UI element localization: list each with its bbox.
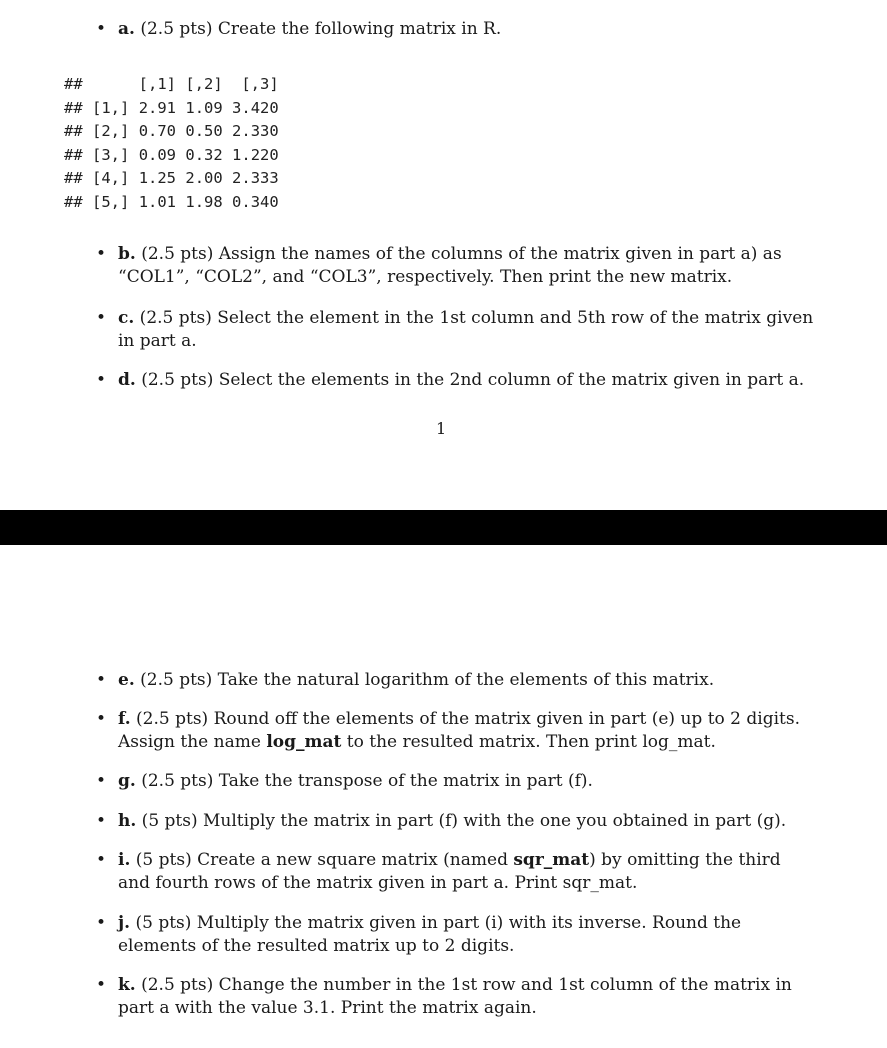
matrix-cell: 1.98: [185, 192, 223, 211]
matrix-cell: 0.09: [138, 145, 177, 164]
page-number: 1: [436, 419, 447, 438]
part-text: (2.5 pts) Select the elements in the 2nd column of the matrix given in part a.: [135, 370, 805, 390]
row-name: [5,]: [92, 192, 130, 211]
matrix-cell: 2.330: [232, 122, 279, 140]
part-text: (2.5 pts) Create the following matrix in R.: [134, 19, 502, 39]
bullet: •: [96, 771, 107, 791]
row-name: [3,]: [92, 145, 130, 164]
part-text: (2.5 pts) Assign the names of the columns of the matrix given in part a) as “COL1”, “COL2”, and “COL3”, respectively. Then print the new matrix.: [118, 244, 782, 287]
matrix-cell: 0.50: [185, 122, 223, 140]
part-label: e.: [118, 670, 135, 690]
part-text: (2.5 pts) Take the transpose of the matrix in part (f).: [135, 771, 593, 791]
row-name: [2,]: [92, 122, 130, 140]
part-label: b.: [118, 244, 136, 264]
bullet: •: [96, 19, 107, 39]
bullet: •: [96, 975, 107, 995]
matrix-cell: 2.00: [185, 169, 223, 187]
part-label: a.: [118, 19, 135, 39]
matrix-cell: 1.220: [232, 145, 279, 164]
bullet: •: [96, 913, 107, 933]
part-label: c.: [118, 308, 135, 328]
matrix-cell: 0.340: [232, 192, 279, 211]
part-text: (5 pts) Create a new square matrix (named: [130, 850, 514, 870]
part-label: f.: [118, 709, 131, 729]
part-label: h.: [118, 811, 137, 831]
part-label: k.: [118, 975, 136, 995]
row-name: [4,]: [92, 169, 130, 187]
matrix-cell: 3.420: [232, 98, 279, 117]
part-text: (2.5 pts) Change the number in the 1st row and 1st column of the matrix in part a with the value 3.1. Print the matrix again.: [118, 975, 792, 1018]
part-text: to the resulted matrix. Then print log_mat.: [341, 732, 716, 752]
r-matrix-output: [64, 73, 279, 214]
part-text: (2.5 pts) Select the element in the 1st column and 5th row of the matrix given in part a.: [118, 308, 814, 351]
matrix-cell: 0.32: [185, 145, 223, 164]
col-header: [,3]: [241, 75, 279, 93]
part-text: (2.5 pts) Round off the elements of the matrix given in part (e) up to 2 digits. Assign the name: [118, 709, 800, 752]
bullet: •: [96, 244, 107, 264]
matrix-row: ## [2,] 0.70 0.50 2.330: [64, 122, 279, 140]
col-header: [,2]: [185, 75, 223, 93]
part-text: (5 pts) Multiply the matrix in part (f) with the one you obtained in part (g).: [136, 811, 787, 831]
matrix-cell: 1.25: [138, 169, 177, 187]
part-label: j.: [118, 913, 131, 933]
bullet: •: [96, 670, 107, 690]
row-name: [1,]: [92, 98, 130, 117]
part-label: d.: [118, 370, 136, 390]
matrix-cell: 2.91: [138, 98, 177, 117]
matrix-header-row: ## [,1] [,2] [,3]: [64, 75, 279, 93]
part-text: (5 pts) Multiply the matrix given in part (i) with its inverse. Round the elements of the resulted matrix up to 2 digits.: [118, 913, 742, 956]
variable-name: sqr_mat: [513, 850, 590, 870]
part-label: g.: [118, 771, 136, 791]
matrix-cell: 2.333: [232, 169, 279, 187]
bullet: •: [96, 811, 107, 831]
page-2: [0, 545, 887, 1048]
page-divider: [0, 510, 887, 545]
bullet: •: [96, 308, 107, 328]
matrix-cell: 0.70: [138, 122, 177, 140]
variable-name: log_mat: [266, 732, 342, 752]
matrix-row: ## [4,] 1.25 2.00 2.333: [64, 169, 279, 187]
matrix-row: ## [3,] 0.09 0.32 1.220: [64, 145, 279, 164]
part-label: i.: [118, 850, 131, 870]
bullet: •: [96, 850, 107, 870]
col-header: [,1]: [138, 75, 176, 93]
matrix-row: ## [5,] 1.01 1.98 0.340: [64, 192, 279, 211]
bullet: •: [96, 709, 107, 729]
bullet: •: [96, 370, 107, 390]
matrix-row: ## [1,] 2.91 1.09 3.420: [64, 98, 279, 117]
matrix-cell: 1.09: [185, 98, 223, 117]
page-1: [0, 0, 887, 510]
matrix-cell: 1.01: [138, 192, 177, 211]
part-text: (2.5 pts) Take the natural logarithm of the elements of this matrix.: [134, 670, 715, 690]
part-text: ) by omitting the third and fourth rows of the matrix given in part a. Print sqr_mat.: [118, 850, 781, 893]
